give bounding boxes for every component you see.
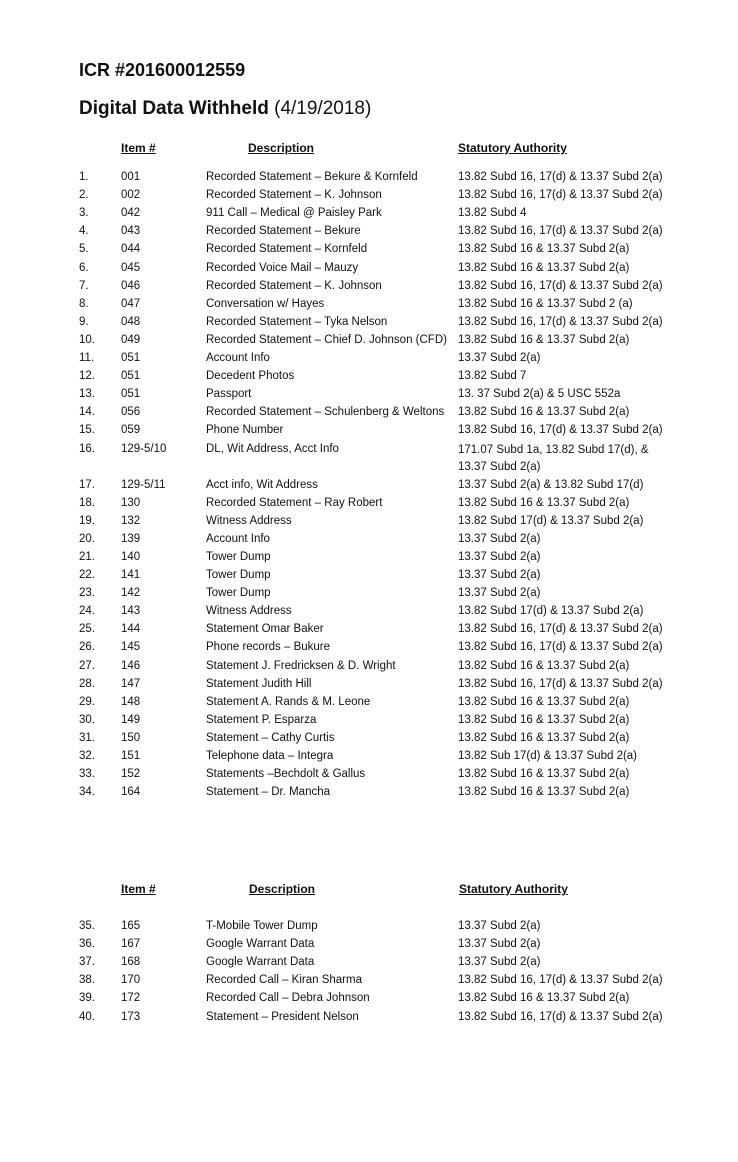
item-description: Acct info, Wit Address xyxy=(206,478,318,491)
item-number: 152 xyxy=(121,768,141,781)
statutory-authority: 13.82 Subd 16 & 13.37 Subd 2(a) xyxy=(458,243,630,256)
row-number: 35. xyxy=(79,920,95,932)
item-description: 911 Call – Medical @ Paisley Park xyxy=(206,207,382,220)
row-number: 36. xyxy=(79,938,95,951)
statutory-authority: 13.82 Subd 16, 17(d) & 13.37 Subd 2(a) xyxy=(458,677,663,690)
item-number: 046 xyxy=(121,279,141,292)
statutory-authority: 13.82 Subd 16 & 13.37 Subd 2(a) xyxy=(458,768,630,781)
table-row xyxy=(0,297,738,315)
item-description: Decedent Photos xyxy=(206,370,295,383)
item-number: 140 xyxy=(121,550,141,563)
table-row xyxy=(0,973,738,991)
item-number: 150 xyxy=(121,731,141,744)
item-description: Recorded Statement – Kornfeld xyxy=(206,243,368,256)
table-row xyxy=(0,785,738,803)
table-row xyxy=(0,369,738,387)
row-number: 8. xyxy=(79,297,89,310)
row-number: 22. xyxy=(79,569,95,581)
item-description: Tower Dump xyxy=(206,550,271,563)
row-number: 37. xyxy=(79,956,95,969)
statutory-authority: 13.82 Subd 16, 17(d) & 13.37 Subd 2(a) xyxy=(458,315,663,328)
item-number: 045 xyxy=(121,261,141,274)
row-number: 29. xyxy=(79,695,95,708)
header-description: Description xyxy=(249,882,316,896)
statutory-authority: 13.37 Subd 2(a) xyxy=(458,352,541,364)
statutory-authority: 13.37 Subd 2(a) xyxy=(458,550,541,563)
row-number: 39. xyxy=(79,992,95,1005)
statutory-authority: 13.37 Subd 2(a) xyxy=(458,938,541,951)
subtitle-heading: Digital Data Withheld xyxy=(79,98,269,119)
item-number: 129-5/10 xyxy=(121,442,167,455)
item-description: Tower Dump xyxy=(206,587,271,600)
table-row xyxy=(0,405,738,423)
row-number: 19. xyxy=(79,514,95,527)
statutory-authority: 13.82 Subd 16 & 13.37 Subd 2(a) xyxy=(458,992,630,1005)
item-description: Statement J. Fredricksen & D. Wright xyxy=(206,659,396,672)
statutory-authority: 13.82 Subd 16 & 13.37 Subd 2(a) xyxy=(458,496,630,509)
table-row xyxy=(0,532,738,550)
table-row xyxy=(0,333,738,351)
row-number: 28. xyxy=(79,677,95,690)
row-number: 32. xyxy=(79,750,95,762)
item-description: Account Info xyxy=(206,532,270,545)
item-number: 168 xyxy=(121,956,141,969)
item-description: DL, Wit Address, Acct Info xyxy=(206,442,339,455)
item-number: 048 xyxy=(121,315,141,328)
item-description: Statement Judith Hill xyxy=(206,677,312,690)
item-description: Tower Dump xyxy=(206,569,271,581)
item-description: Recorded Statement – Schulenberg & Weltons xyxy=(206,406,445,419)
item-number: 129-5/11 xyxy=(121,478,166,491)
row-number: 33. xyxy=(79,768,95,781)
item-description: Recorded Statement – K. Johnson xyxy=(206,279,382,292)
item-description: T-Mobile Tower Dump xyxy=(206,920,318,932)
item-description: Conversation w/ Hayes xyxy=(206,297,325,310)
item-description: Passport xyxy=(206,388,252,401)
table-row xyxy=(0,919,738,937)
table-row xyxy=(0,423,738,441)
table-row xyxy=(0,224,738,242)
table-row xyxy=(0,955,738,973)
table-row xyxy=(0,1010,738,1028)
table-row xyxy=(0,640,738,658)
statutory-authority: 13.37 Subd 2(a) xyxy=(458,920,541,932)
statutory-authority: 13.82 Subd 16, 17(d) & 13.37 Subd 2(a) xyxy=(458,424,663,437)
table-row xyxy=(0,442,738,473)
item-description: Recorded Statement – Tyka Nelson xyxy=(206,315,388,328)
item-number: 165 xyxy=(121,920,141,932)
header-item: Item # xyxy=(121,882,156,896)
row-number: 4. xyxy=(79,225,89,238)
row-number: 21. xyxy=(79,550,95,563)
item-description: Witness Address xyxy=(206,514,292,527)
item-description: Recorded Statement – Bekure & Kornfeld xyxy=(206,171,418,183)
row-number: 20. xyxy=(79,532,95,545)
row-number: 5. xyxy=(79,243,89,256)
table-row xyxy=(0,677,738,695)
item-number: 049 xyxy=(121,333,141,346)
item-description: Recorded Statement – Bekure xyxy=(206,225,361,238)
item-description: Witness Address xyxy=(206,605,292,618)
item-number: 056 xyxy=(121,406,141,419)
item-description: Recorded Statement – K. Johnson xyxy=(206,189,382,202)
item-description: Recorded Statement – Chief D. Johnson (CFD) xyxy=(206,333,447,346)
item-description: Google Warrant Data xyxy=(206,938,315,951)
item-description: Recorded Voice Mail – Mauzy xyxy=(206,261,359,274)
item-number: 145 xyxy=(121,641,141,654)
statutory-authority: 13.37 Subd 2(a) xyxy=(458,532,541,545)
document-title: ICR #201600012559 xyxy=(79,60,246,80)
table-row xyxy=(0,514,738,532)
statutory-authority: 13.37 Subd 2(a) & 13.82 Subd 17(d) xyxy=(458,478,644,491)
row-number: 34. xyxy=(79,786,95,799)
item-number: 173 xyxy=(121,1010,141,1023)
statutory-authority: 13.82 Subd 17(d) & 13.37 Subd 2(a) xyxy=(458,605,644,618)
item-number: 142 xyxy=(121,587,141,600)
statutory-authority: 13.82 Subd 16 & 13.37 Subd 2(a) xyxy=(458,695,630,708)
row-number: 31. xyxy=(79,731,95,744)
statutory-authority: 13.82 Subd 16, 17(d) & 13.37 Subd 2(a) xyxy=(458,225,663,238)
table-row xyxy=(0,622,738,640)
item-description: Statement Omar Baker xyxy=(206,623,324,636)
table-row xyxy=(0,604,738,622)
subtitle-date: (4/19/2018) xyxy=(274,98,372,119)
item-description: Statement – Cathy Curtis xyxy=(206,731,335,744)
statutory-authority: 13. 37 Subd 2(a) & 5 USC 552a xyxy=(458,388,621,401)
table-row xyxy=(0,261,738,279)
statutory-authority: 13.82 Subd 17(d) & 13.37 Subd 2(a) xyxy=(458,514,644,527)
table-row xyxy=(0,279,738,297)
table-row xyxy=(0,568,738,586)
item-description: Statements –Bechdolt & Gallus xyxy=(206,768,366,781)
row-number: 13. xyxy=(79,388,95,401)
row-number: 11. xyxy=(79,352,95,364)
row-number: 12. xyxy=(79,370,95,383)
statutory-authority: 13.82 Sub 17(d) & 13.37 Subd 2(a) xyxy=(458,750,638,762)
row-number: 25. xyxy=(79,623,95,636)
table-row xyxy=(0,170,738,188)
row-number: 7. xyxy=(79,279,89,292)
item-description: Google Warrant Data xyxy=(206,956,315,969)
row-number: 24. xyxy=(79,605,95,618)
item-description: Account Info xyxy=(206,352,270,364)
row-number: 15. xyxy=(79,424,95,437)
statutory-authority: 13.37 Subd 2(a) xyxy=(458,569,541,581)
item-description: Telephone data – Integra xyxy=(206,750,334,762)
item-number: 001 xyxy=(121,171,141,183)
item-number: 172 xyxy=(121,992,141,1005)
header-authority: Statutory Authority xyxy=(458,141,567,155)
row-number: 17. xyxy=(79,478,95,491)
document-subtitle xyxy=(79,98,371,120)
statutory-authority: 13.82 Subd 16, 17(d) & 13.37 Subd 2(a) xyxy=(458,623,663,636)
item-number: 148 xyxy=(121,695,141,708)
table-row xyxy=(0,496,738,514)
item-number: 051 xyxy=(121,370,141,383)
row-number: 16. xyxy=(79,442,95,455)
row-number: 14. xyxy=(79,406,95,419)
statutory-authority: 13.82 Subd 16, 17(d) & 13.37 Subd 2(a) xyxy=(458,641,663,654)
statutory-authority: 13.82 Subd 16 & 13.37 Subd 2(a) xyxy=(458,786,630,799)
statutory-authority: 13.82 Subd 16, 17(d) & 13.37 Subd 2(a) xyxy=(458,1010,663,1023)
row-number: 26. xyxy=(79,641,95,654)
row-number: 27. xyxy=(79,659,95,672)
item-number: 141 xyxy=(121,569,141,581)
item-number: 051 xyxy=(121,352,141,364)
statutory-authority: 13.82 Subd 7 xyxy=(458,370,527,383)
item-number: 170 xyxy=(121,974,141,987)
item-number: 002 xyxy=(121,189,141,202)
table-row xyxy=(0,188,738,206)
statutory-authority: 13.82 Subd 16 & 13.37 Subd 2(a) xyxy=(458,659,630,672)
table-row xyxy=(0,550,738,568)
item-description: Recorded Call – Kiran Sharma xyxy=(206,974,362,987)
item-number: 043 xyxy=(121,225,141,238)
table-row xyxy=(0,731,738,749)
statutory-authority: 13.82 Subd 16, 17(d) & 13.37 Subd 2(a) xyxy=(458,171,663,183)
header-authority: Statutory Authority xyxy=(459,882,568,896)
row-number: 10. xyxy=(79,333,95,346)
header-item: Item # xyxy=(121,141,156,155)
item-number: 151 xyxy=(121,750,141,762)
row-number: 2. xyxy=(79,189,89,202)
row-number: 23. xyxy=(79,587,95,600)
table-row xyxy=(0,206,738,224)
table-row xyxy=(0,937,738,955)
item-number: 144 xyxy=(121,623,141,636)
row-number: 18. xyxy=(79,496,95,509)
table-row xyxy=(0,315,738,333)
table-row xyxy=(0,242,738,260)
statutory-authority: 13.37 Subd 2(a) xyxy=(458,587,541,600)
table-row xyxy=(0,749,738,767)
statutory-authority: 13.82 Subd 16, 17(d) & 13.37 Subd 2(a) xyxy=(458,279,663,292)
item-number: 042 xyxy=(121,207,141,220)
row-number: 40. xyxy=(79,1010,95,1023)
item-description: Phone Number xyxy=(206,424,284,437)
item-number: 051 xyxy=(121,388,141,401)
row-number: 1. xyxy=(79,171,89,183)
item-number: 059 xyxy=(121,424,141,437)
statutory-authority: 13.82 Subd 16 & 13.37 Subd 2(a) xyxy=(458,261,630,274)
statutory-authority: 13.82 Subd 16 & 13.37 Subd 2(a) xyxy=(458,333,630,346)
table-row xyxy=(0,478,738,496)
item-number: 044 xyxy=(121,243,141,256)
item-number: 146 xyxy=(121,659,141,672)
item-description: Recorded Statement – Ray Robert xyxy=(206,496,383,509)
item-number: 047 xyxy=(121,297,141,310)
statutory-authority: 171.07 Subd 1a, 13.82 Subd 17(d), & 13.37 Subd 2(a) xyxy=(458,443,649,473)
table-row xyxy=(0,351,738,369)
table-row xyxy=(0,586,738,604)
statutory-authority: 13.82 Subd 16 & 13.37 Subd 2 (a) xyxy=(458,297,633,310)
item-number: 164 xyxy=(121,786,141,799)
item-description: Statement P. Esparza xyxy=(206,713,317,726)
item-description: Statement A. Rands & M. Leone xyxy=(206,695,371,708)
table-row xyxy=(0,659,738,677)
table-row xyxy=(0,767,738,785)
item-description: Recorded Call – Debra Johnson xyxy=(206,992,370,1005)
statutory-authority: 13.82 Subd 16 & 13.37 Subd 2(a) xyxy=(458,406,630,419)
row-number: 3. xyxy=(79,207,89,220)
item-number: 132 xyxy=(121,514,141,527)
table-row xyxy=(0,713,738,731)
row-number: 6. xyxy=(79,261,89,274)
item-number: 167 xyxy=(121,938,141,951)
item-description: Statement – Dr. Mancha xyxy=(206,786,331,799)
header-description: Description xyxy=(248,141,315,155)
table-row xyxy=(0,387,738,405)
statutory-authority: 13.37 Subd 2(a) xyxy=(458,956,541,969)
item-description: Phone records – Bukure xyxy=(206,641,331,654)
table-row xyxy=(0,695,738,713)
item-number: 147 xyxy=(121,677,141,690)
statutory-authority: 13.82 Subd 16, 17(d) & 13.37 Subd 2(a) xyxy=(458,189,663,202)
item-number: 130 xyxy=(121,496,141,509)
statutory-authority: 13.82 Subd 4 xyxy=(458,207,527,220)
item-description: Statement – President Nelson xyxy=(206,1010,359,1023)
statutory-authority: 13.82 Subd 16 & 13.37 Subd 2(a) xyxy=(458,731,630,744)
statutory-authority: 13.82 Subd 16 & 13.37 Subd 2(a) xyxy=(458,713,630,726)
item-number: 149 xyxy=(121,713,141,726)
item-number: 143 xyxy=(121,605,141,618)
row-number: 9. xyxy=(79,315,89,328)
row-number: 38. xyxy=(79,974,95,987)
statutory-authority: 13.82 Subd 16, 17(d) & 13.37 Subd 2(a) xyxy=(458,974,663,987)
table-row xyxy=(0,991,738,1009)
row-number: 30. xyxy=(79,713,95,726)
item-number: 139 xyxy=(121,532,141,545)
